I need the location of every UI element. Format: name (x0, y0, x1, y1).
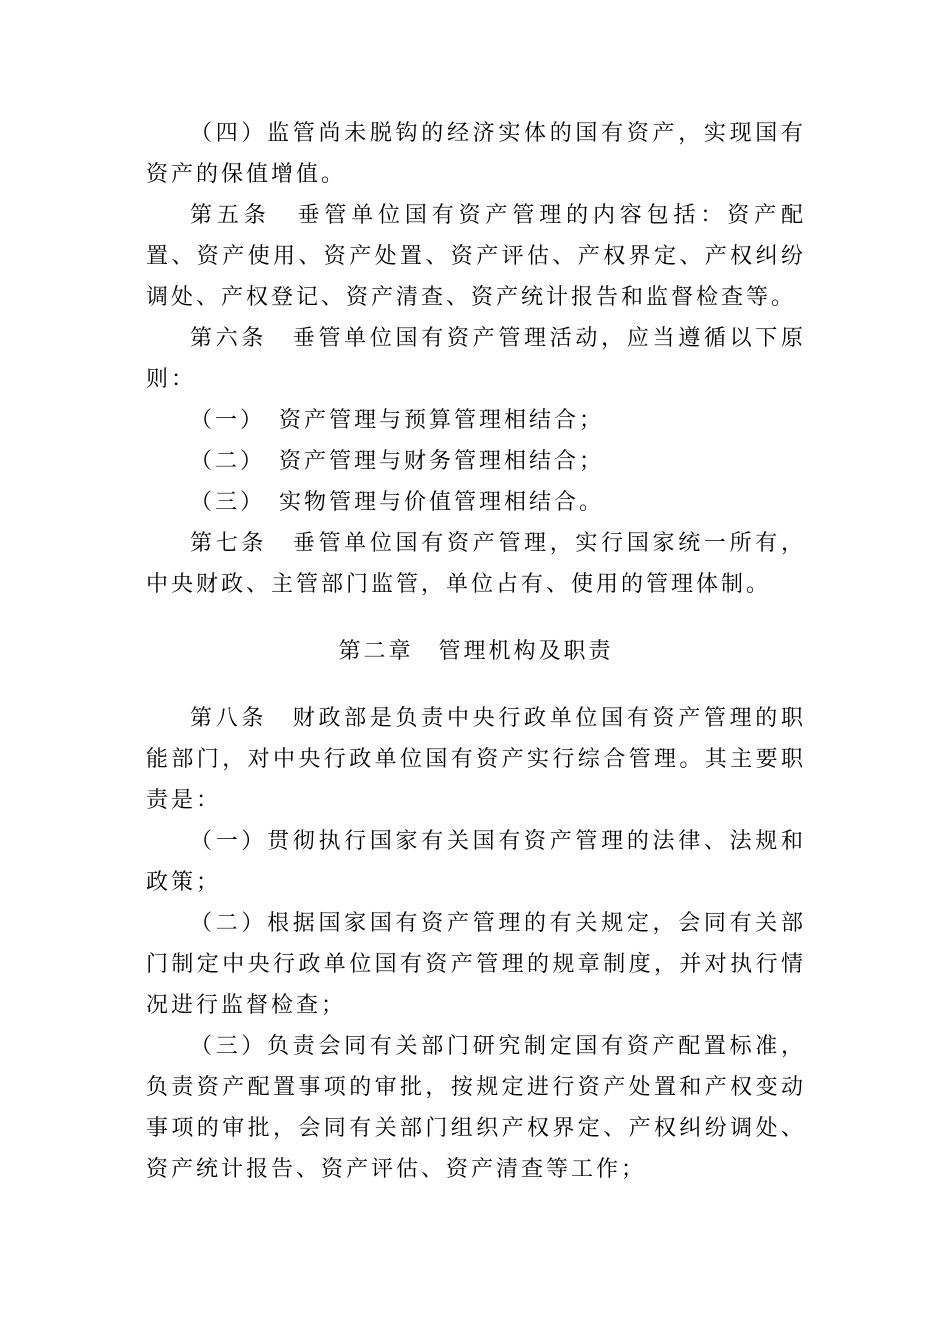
paragraph-duty-1: （一）贯彻执行国家有关国有资产管理的法律、法规和政策； (146, 829, 806, 895)
paragraph-principle-1: （一） 资产管理与预算管理相结合； (190, 408, 605, 433)
paragraph-duty-2: （二）根据国家国有资产管理的有关规定，会同有关部门制定中央行政单位国有资产管理的规章制度，并对执行情况进行监督检查； (146, 911, 806, 1018)
paragraph-article-5: 第五条 垂管单位国有资产管理的内容包括：资产配置、资产使用、资产处置、资产评估、产权界定、产权纠纷调处、产权登记、资产清查、资产统计报告和监督检查等。 (146, 203, 806, 310)
chapter-heading: 第二章 管理机构及职责 (338, 639, 614, 664)
paragraph-article-8: 第八条 财政部是负责中央行政单位国有资产管理的职能部门，对中央行政单位国有资产实行综合管理。其主要职责是： (146, 706, 806, 813)
paragraph-duty-3: （三）负责会同有关部门研究制定国有资产配置标准，负责资产配置事项的审批，按规定进行资产处置和产权变动事项的审批，会同有关部门组织产权界定、产权纠纷调处、资产统计报告、资产评估、资产清查等工作； (146, 1034, 806, 1182)
paragraph-principle-3: （三） 实物管理与价值管理相结合。 (190, 490, 605, 515)
paragraph-principle-2: （二） 资产管理与财务管理相结合； (190, 449, 605, 474)
paragraph-item-4-supervise-entities: （四）监管尚未脱钩的经济实体的国有资产，实现国有资产的保值增值。 (146, 121, 806, 187)
paragraph-article-7: 第七条 垂管单位国有资产管理，实行国家统一所有，中央财政、主管部门监管，单位占有、使用的管理体制。 (146, 531, 806, 597)
document-body (146, 113, 806, 1190)
paragraph-article-6: 第六条 垂管单位国有资产管理活动，应当遵循以下原则： (146, 326, 806, 392)
